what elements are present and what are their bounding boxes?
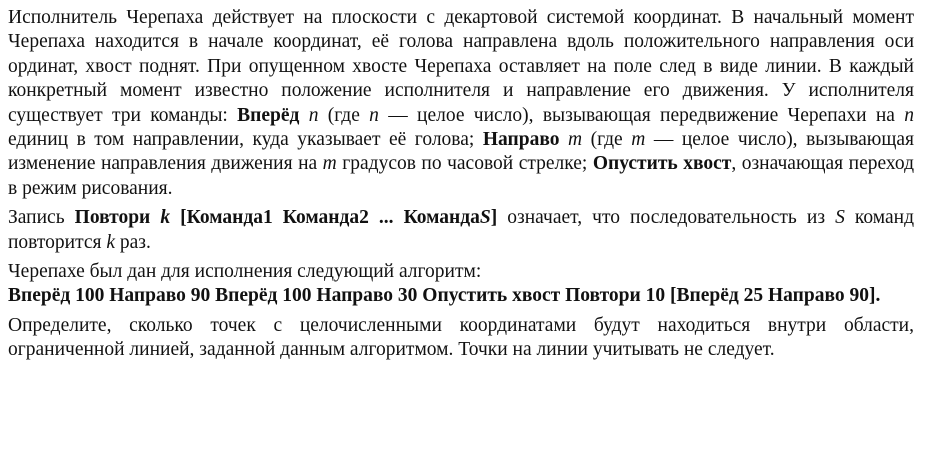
paragraph-question bbox=[8, 314, 914, 363]
text-segment: (где bbox=[318, 104, 370, 126]
variable-k: k bbox=[160, 207, 171, 229]
variable-m: m bbox=[568, 129, 583, 151]
text-segment: раз. bbox=[115, 231, 151, 253]
text-segment: единиц в том направлении, куда указывает её голова; bbox=[8, 129, 483, 151]
text-segment: Исполнитель Черепаха действует на плоскости с декартовой системой координат. В начальный момент Черепаха находится в начале координат, её голова направлена вдоль положительного направления оси ординат, хвост поднят. При опущенном хвосте Черепаха оставляет на поле след в виде линии. В каждый конкретный момент известно положение исполнителя и направление его движения. У исполнителя существует три команды: bbox=[8, 7, 914, 126]
repeat-bracket-open: [Команда1 Команда2 ... Команда bbox=[180, 207, 480, 229]
variable-n: n bbox=[904, 104, 915, 126]
paragraph-repeat-description: Запись Повтори k [Команда1 Команда2 ... КомандаS] означает, что последовательность из S команд повторится k раз. bbox=[8, 207, 914, 253]
algorithm-intro: Черепахе был дан для исполнения следующий алгоритм: bbox=[8, 261, 482, 283]
text-segment: (где bbox=[582, 129, 632, 151]
variable-m: m bbox=[631, 129, 646, 151]
text-segment: означает, что последовательность из bbox=[497, 207, 836, 229]
text-segment: — целое число), вызывающая изменение направления движения на bbox=[8, 129, 915, 175]
text-segment: , означающая переход в режим рисования. bbox=[8, 153, 914, 199]
problem-text bbox=[8, 6, 914, 363]
text-segment: градусов по часовой стрелке; bbox=[336, 153, 593, 175]
command-right: Направо bbox=[482, 129, 560, 151]
variable-n: n bbox=[369, 104, 379, 126]
variable-k: k bbox=[106, 231, 116, 253]
repeat-bracket-close: ] bbox=[490, 207, 498, 229]
question-text: Определите, сколько точек с целочисленными координатами будут находиться внутри области, ограниченной линией, заданной данным алгоритмом. Точки на линии учитывать не следует. bbox=[8, 314, 914, 361]
paragraph-turtle-description bbox=[8, 6, 914, 201]
variable-s: S bbox=[835, 207, 845, 229]
command-repeat: Повтори bbox=[74, 207, 151, 229]
variable-m: m bbox=[322, 153, 337, 175]
command-forward: Вперёд bbox=[237, 104, 300, 126]
variable-s: S bbox=[479, 207, 491, 229]
algorithm-code: Вперёд 100 Направо 90 Вперёд 100 Направо 30 Опустить хвост Повтори 10 [Вперёд 25 Направо 90]. bbox=[8, 285, 881, 307]
variable-n: n bbox=[308, 104, 319, 126]
command-pen-down: Опустить хвост bbox=[592, 153, 732, 175]
paragraph-algorithm bbox=[8, 260, 914, 309]
text-segment: команд повторится bbox=[8, 207, 914, 253]
text-segment: — целое число), вызывающая передвижение Черепахи на bbox=[378, 104, 905, 126]
